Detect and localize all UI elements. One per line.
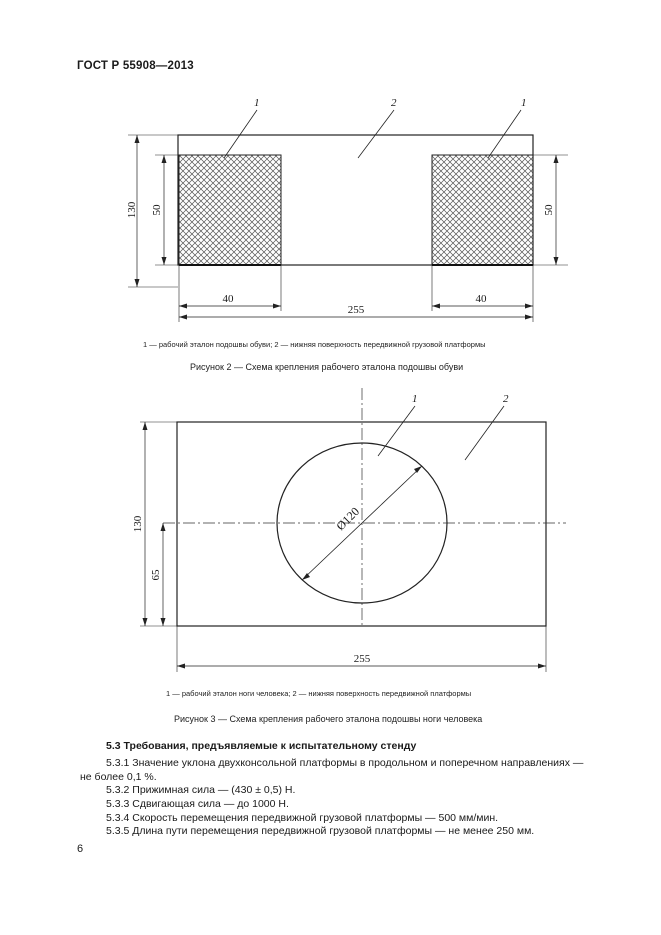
fig2-dim-255: 255	[347, 304, 365, 316]
paragraph-5-3-5: 5.3.5 Длина пути перемещения передвижной грузовой платформы — не менее 250 мм.	[106, 825, 535, 837]
paragraph-5-3-1-line-2: не более 0,1 %.	[80, 771, 157, 783]
fig2-pad-right	[432, 155, 533, 265]
fig2-dim-50-right: 50	[543, 204, 555, 216]
fig2-dim-130: 130	[126, 201, 138, 219]
figure-2-legend: 1 — рабочий эталон подошвы обуви; 2 — нижняя поверхность передвижной грузовой платформы	[143, 340, 486, 349]
paragraph-5-3-4: 5.3.4 Скорость перемещения передвижной грузовой платформы — 500 мм/мин.	[106, 812, 499, 824]
page-number: 6	[77, 843, 84, 855]
figure-3-drawing	[0, 380, 661, 680]
paragraph-5-3-3: 5.3.3 Сдвигающая сила — до 1000 Н.	[106, 798, 289, 810]
figure-2-drawing	[0, 0, 661, 340]
section-title: 5.3 Требования, предъявляемые к испытательному стенду	[106, 740, 417, 752]
paragraph-5-3-2: 5.3.2 Прижимная сила — (430 ± 0,5) Н.	[106, 784, 296, 796]
fig2-dim-50-left: 50	[151, 204, 163, 216]
fig2-label-pad-right: 1	[521, 97, 527, 109]
fig3-dim-65: 65	[150, 569, 162, 581]
fig3-dim-diameter: Ø120	[333, 504, 363, 534]
figure-2-caption: Рисунок 2 — Схема крепления рабочего эталона подошвы обуви	[190, 362, 464, 372]
fig3-dim-130: 130	[132, 515, 144, 533]
paragraph-5-3-1-line-1: 5.3.1 Значение уклона двухконсольной платформы в продольном и поперечном направлениях —	[106, 757, 584, 769]
fig2-pad-left	[179, 155, 281, 265]
fig2-label-platform: 2	[391, 97, 397, 109]
fig3-dim-255: 255	[353, 653, 371, 665]
fig2-dim-40-left: 40	[222, 293, 234, 305]
fig2-dim-40-right: 40	[475, 293, 487, 305]
fig3-label-platform: 2	[503, 393, 509, 405]
figure-3-caption: Рисунок 3 — Схема крепления рабочего эталона подошвы ноги человека	[174, 714, 483, 724]
figure-3-legend: 1 — рабочий эталон ноги человека; 2 — нижняя поверхность передвижной платформы	[166, 689, 472, 698]
fig3-label-circle: 1	[412, 393, 418, 405]
document-header: ГОСТ Р 55908—2013	[77, 60, 194, 72]
fig2-label-pad-left: 1	[254, 97, 260, 109]
